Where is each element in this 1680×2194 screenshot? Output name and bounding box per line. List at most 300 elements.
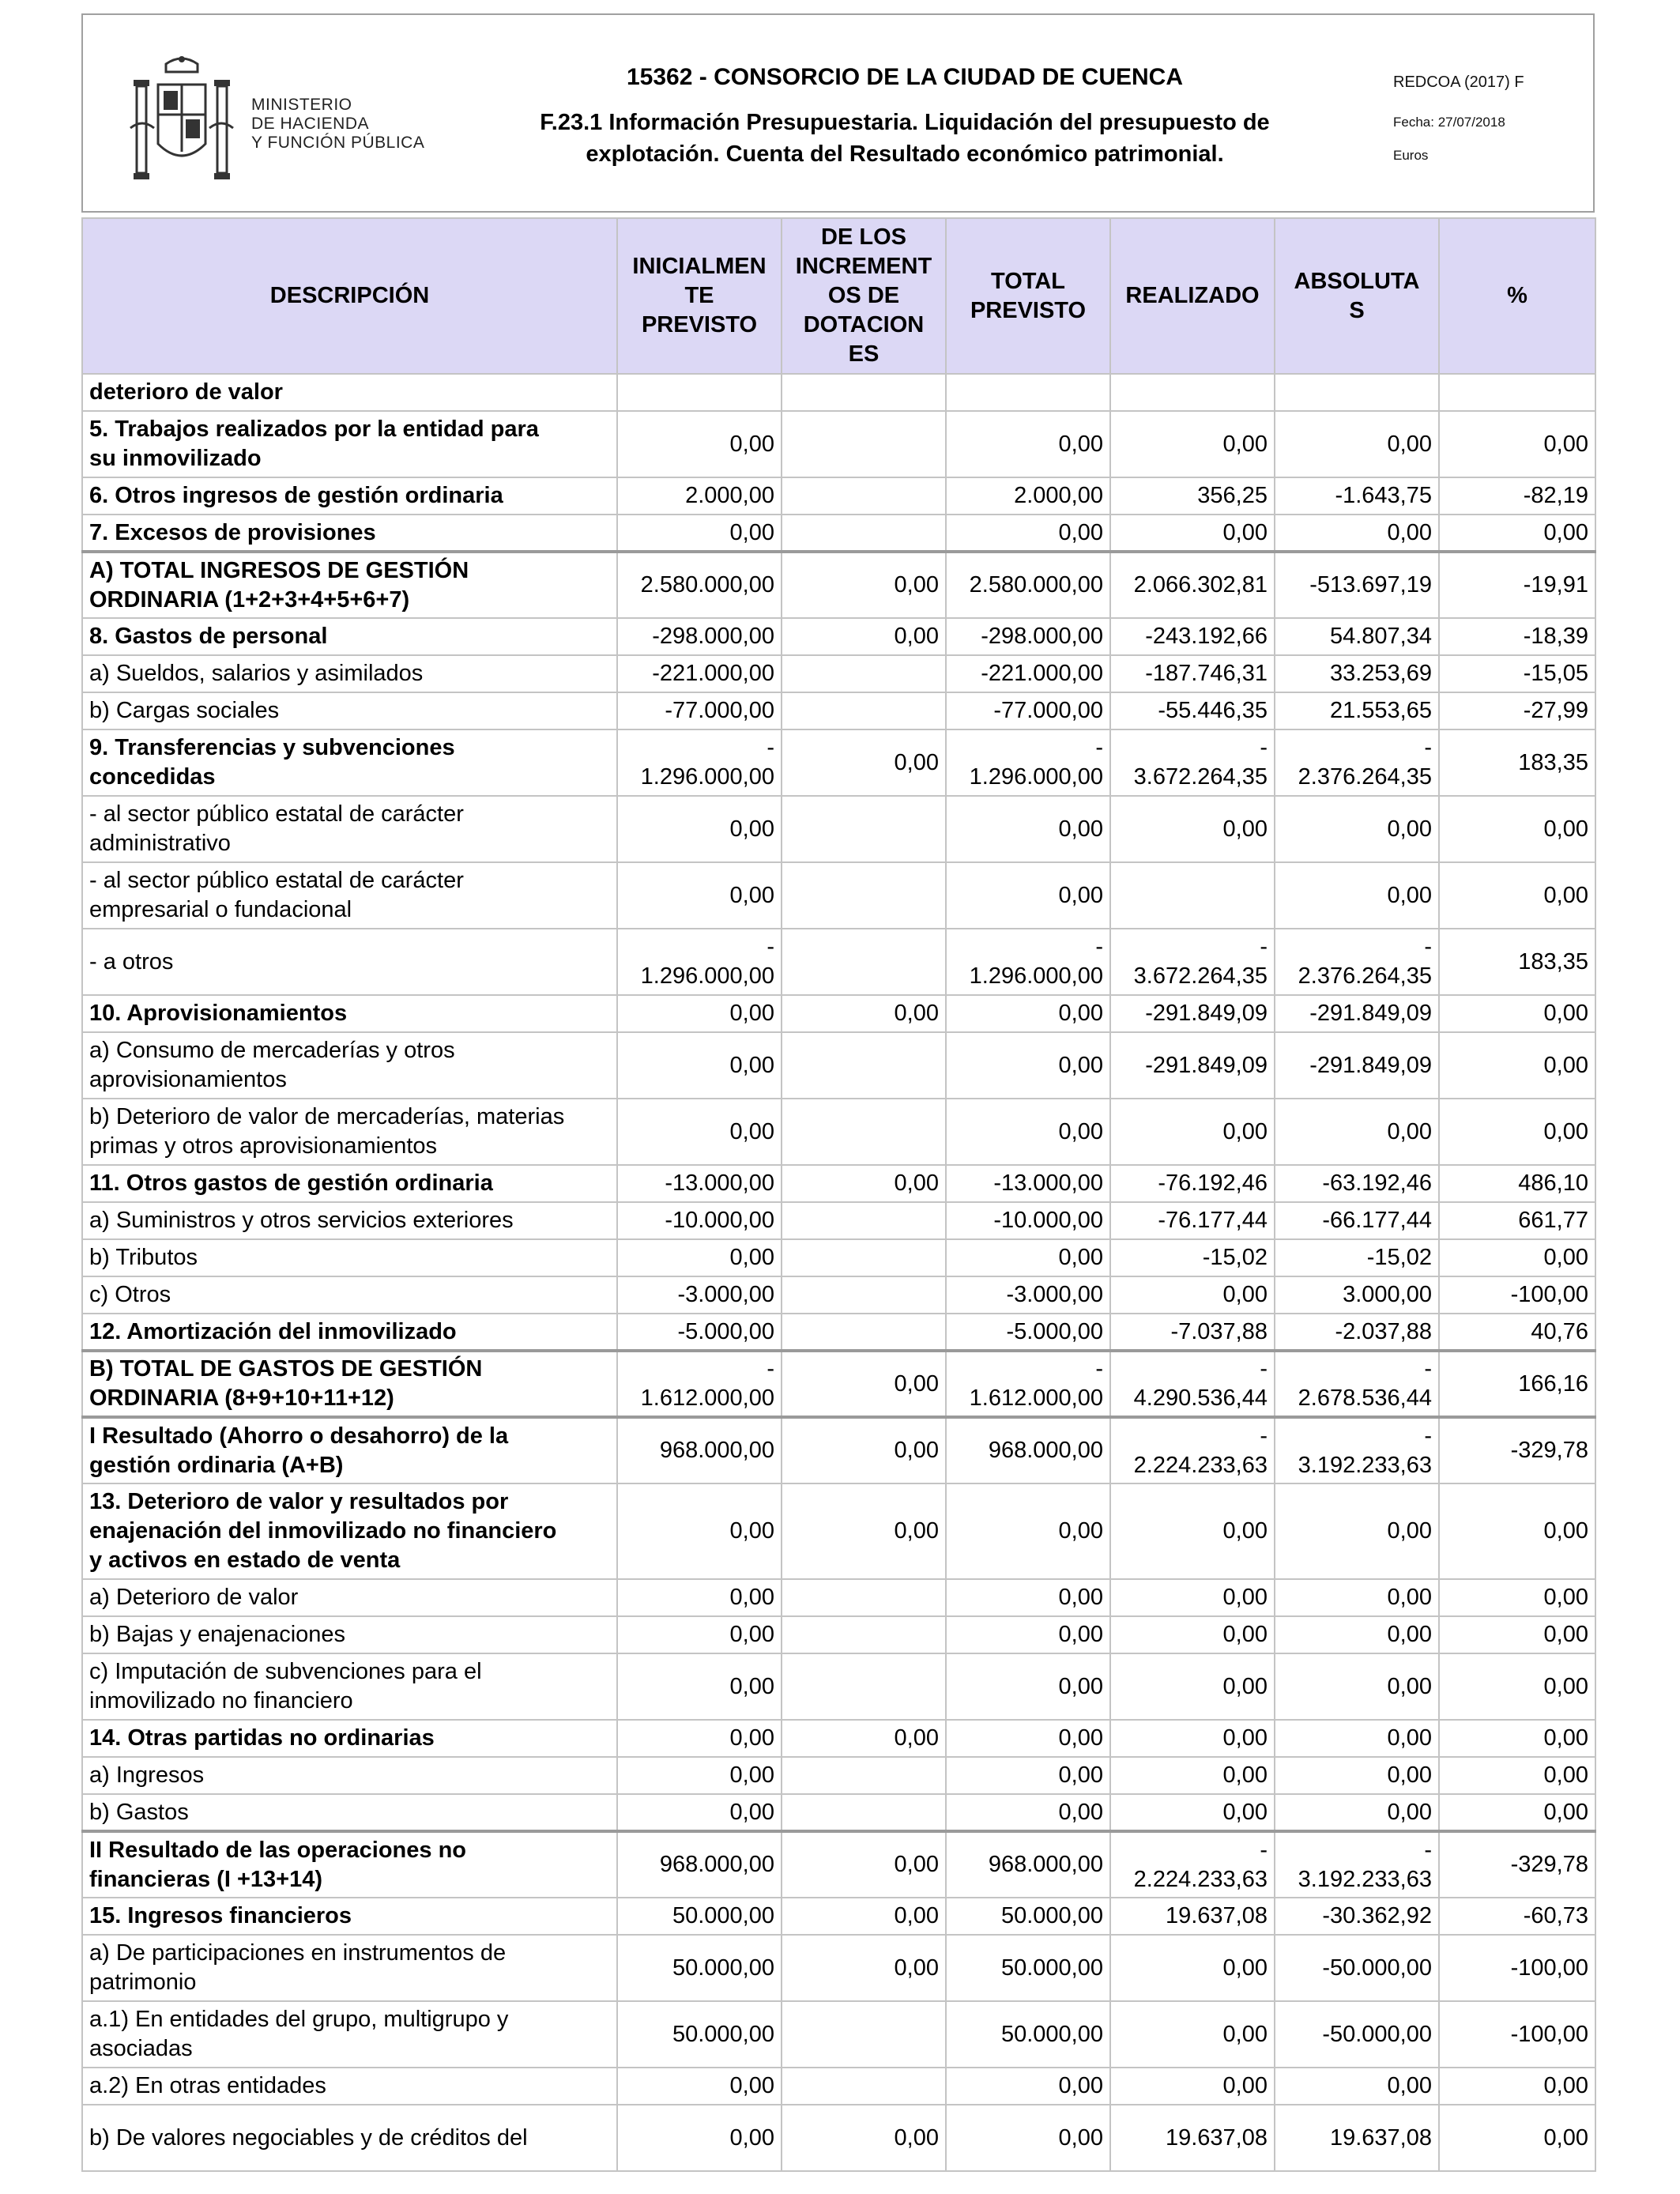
col-absolutas-cell: [1275, 552, 1439, 618]
col-absolutas-cell: [1275, 692, 1439, 729]
cell-value: 0,00: [1058, 431, 1103, 457]
coat-of-arms-icon: [122, 53, 241, 187]
cell-value: 166,16: [1518, 1370, 1588, 1397]
cell-value: -60,73: [1523, 1903, 1588, 1928]
col-absolutas-header: [1275, 218, 1439, 374]
description-line: a) Ingresos: [89, 1762, 205, 1788]
col-absolutas-cell: [1275, 1483, 1439, 1579]
description-line: a) Sueldos, salarios y asimilados: [89, 661, 424, 686]
col-incrementos-dotaciones-cell: [782, 2001, 946, 2068]
cell-value: 661,77: [1518, 1208, 1588, 1233]
cell-value: 0,00: [729, 2073, 774, 2098]
cell-value: 0,00: [1222, 2073, 1268, 2098]
col-incrementos-dotaciones-cell: [782, 1579, 946, 1616]
col-incrementos-dotaciones-cell: [782, 1202, 946, 1239]
col-inicialmente-previsto-cell: [617, 1314, 782, 1351]
col-realizado-cell: [1110, 729, 1275, 796]
description-line: administrativo: [89, 831, 231, 856]
col-descripcion-header: [82, 218, 617, 374]
col-total-previsto-cell: [946, 729, 1110, 796]
cell-value: 3.192.233,63: [1298, 1866, 1432, 1892]
col-total-previsto-cell: [946, 1898, 1110, 1935]
description-line: c) Imputación de subvenciones para el: [89, 1659, 482, 1684]
col-inicialmente-previsto-cell: [617, 1935, 782, 2001]
cell-value: 0,00: [729, 1585, 774, 1610]
col-absolutas-cell: [1275, 1616, 1439, 1653]
description-line: b) Bajas y enajenaciones: [89, 1622, 346, 1647]
col-porcentaje-cell: [1439, 1616, 1595, 1653]
col-realizado-cell: [1110, 552, 1275, 618]
cell-value: 2.000,00: [685, 483, 774, 508]
col-porcentaje-cell: [1439, 477, 1595, 515]
cell-value: 0,00: [729, 1725, 774, 1751]
row-description: [82, 1165, 617, 1202]
col-total-previsto-cell: [946, 2105, 1110, 2171]
col-incrementos-dotaciones-cell: [782, 1239, 946, 1276]
cell-value: 2.224.233,63: [1133, 1866, 1268, 1892]
cell-value: 0,00: [1387, 1762, 1432, 1788]
cell-value: -: [767, 735, 774, 760]
col-inicialmente-previsto-cell: [617, 1032, 782, 1099]
col-total-previsto-cell: [946, 692, 1110, 729]
cell-value: -5.000,00: [677, 1318, 774, 1344]
row-description: [82, 1483, 617, 1579]
cell-value: 1.296.000,00: [969, 963, 1103, 989]
col-porcentaje-cell: [1439, 995, 1595, 1032]
cell-value: -: [1260, 934, 1268, 959]
cell-value: 183,35: [1518, 948, 1588, 974]
description-line: - a otros: [89, 948, 174, 974]
col-absolutas-cell: [1275, 618, 1439, 655]
col-realizado-cell: [1110, 1165, 1275, 1202]
col-porcentaje-cell: [1439, 929, 1595, 995]
col-absolutas-cell: [1275, 796, 1439, 862]
col-realizado-cell: [1110, 618, 1275, 655]
cell-value: 3.672.264,35: [1133, 963, 1268, 989]
cell-value: 0,00: [1222, 1118, 1268, 1144]
cell-value: 486,10: [1518, 1171, 1588, 1196]
cell-value: -: [1424, 934, 1432, 959]
cell-value: 0,00: [1543, 1585, 1588, 1610]
col-realizado-cell: [1110, 1276, 1275, 1314]
col-porcentaje-cell: [1439, 1314, 1595, 1351]
col-total-previsto-cell: [946, 1276, 1110, 1314]
cell-value: 183,35: [1518, 749, 1588, 775]
description-line: b) De valores negociables y de créditos del: [89, 2124, 528, 2151]
col-absolutas-cell: [1275, 1276, 1439, 1314]
col-inicialmente-previsto-cell: [617, 655, 782, 692]
cell-value: -298.000,00: [981, 624, 1103, 649]
col-incrementos-dotaciones-cell: [782, 1831, 946, 1898]
row-description: [82, 1032, 617, 1099]
cell-value: 0,00: [1387, 1673, 1432, 1699]
col-realizado-cell: [1110, 1239, 1275, 1276]
cell-value: 0,00: [1058, 1001, 1103, 1026]
table-row: [82, 2068, 1595, 2105]
cell-value: -221.000,00: [652, 661, 774, 686]
cell-value: -: [1260, 1837, 1268, 1863]
header-line: REALIZADO: [1125, 283, 1260, 308]
col-incrementos-dotaciones-cell: [782, 1165, 946, 1202]
col-total-previsto-cell: [946, 1314, 1110, 1351]
cell-value: -: [1095, 735, 1103, 760]
col-incrementos-dotaciones-cell: [782, 692, 946, 729]
description-line: 7. Excesos de provisiones: [89, 519, 376, 545]
col-porcentaje-cell: [1439, 374, 1595, 411]
description-line: empresarial o fundacional: [89, 897, 352, 922]
cell-value: 0,00: [1058, 519, 1103, 545]
col-inicialmente-previsto-cell: [617, 1616, 782, 1653]
description-line: patrimonio: [89, 1970, 197, 1995]
cell-value: 3.672.264,35: [1133, 764, 1268, 790]
cell-value: 0,00: [1058, 1799, 1103, 1825]
cell-value: 50.000,00: [1000, 1903, 1103, 1928]
cell-value: 0,00: [729, 431, 774, 457]
table-row: [82, 692, 1595, 729]
col-incrementos-dotaciones-cell: [782, 1935, 946, 2001]
col-total-previsto-cell: [946, 796, 1110, 862]
col-total-previsto-cell: [946, 1935, 1110, 2001]
col-incrementos-dotaciones-cell: [782, 1898, 946, 1935]
col-porcentaje-cell: [1439, 2068, 1595, 2105]
cell-value: 0,00: [1222, 1799, 1268, 1825]
table-row: [82, 1794, 1595, 1831]
cell-value: -66.177,44: [1322, 1208, 1432, 1233]
col-inicialmente-previsto-cell: [617, 2068, 782, 2105]
description-line: b) Tributos: [89, 1245, 198, 1270]
row-description: [82, 1898, 617, 1935]
cell-value: 0,00: [1543, 1673, 1588, 1699]
description-line: I Resultado (Ahorro o desahorro) de la: [89, 1423, 509, 1449]
description-line: 13. Deterioro de valor y resultados por: [89, 1489, 509, 1514]
col-realizado-cell: [1110, 1831, 1275, 1898]
row-description: [82, 1314, 617, 1351]
cell-value: -1.643,75: [1335, 483, 1432, 508]
description-line: a.2) En otras entidades: [89, 2073, 326, 2098]
col-realizado-cell: [1110, 692, 1275, 729]
cell-value: 50.000,00: [1000, 1955, 1103, 1981]
col-incrementos-dotaciones-cell: [782, 1417, 946, 1483]
cell-value: -18,39: [1523, 624, 1588, 649]
col-realizado-cell: [1110, 1417, 1275, 1483]
cell-value: 0,00: [1543, 1052, 1588, 1078]
cell-value: -82,19: [1523, 483, 1588, 508]
col-realizado-cell: [1110, 1314, 1275, 1351]
col-realizado-cell: [1110, 1579, 1275, 1616]
col-inicialmente-previsto-cell: [617, 929, 782, 995]
cell-value: 0,00: [1058, 1245, 1103, 1270]
col-realizado-cell: [1110, 796, 1275, 862]
cell-value: 0,00: [1222, 1762, 1268, 1788]
col-porcentaje-cell: [1439, 692, 1595, 729]
col-porcentaje-cell: [1439, 1099, 1595, 1165]
cell-value: -10.000,00: [993, 1208, 1103, 1233]
col-inicialmente-previsto-cell: [617, 1579, 782, 1616]
col-total-previsto-cell: [946, 1099, 1110, 1165]
col-absolutas-cell: [1275, 929, 1439, 995]
description-line: 5. Trabajos realizados por la entidad para: [89, 417, 539, 442]
cell-value: 4.290.536,44: [1133, 1385, 1268, 1411]
table-row: [82, 862, 1595, 929]
cell-value: 0,00: [729, 519, 774, 545]
col-realizado-cell: [1110, 1653, 1275, 1720]
col-porcentaje-cell: [1439, 1032, 1595, 1099]
header-line: DE LOS: [821, 224, 906, 250]
cell-value: 0,00: [729, 882, 774, 908]
cell-value: 0,00: [1543, 1118, 1588, 1144]
row-description: [82, 411, 617, 477]
col-realizado-cell: [1110, 2068, 1275, 2105]
cell-value: -243.192,66: [1145, 624, 1268, 649]
cell-value: 0,00: [1387, 1799, 1432, 1825]
col-realizado-cell: [1110, 1099, 1275, 1165]
cell-value: -100,00: [1510, 1282, 1588, 1307]
cell-value: 0,00: [1543, 2124, 1588, 2151]
col-incrementos-dotaciones-cell: [782, 655, 946, 692]
col-realizado-header: [1110, 218, 1275, 374]
description-line: a) Consumo de mercaderías y otros: [89, 1038, 455, 1063]
description-line: b) Cargas sociales: [89, 698, 280, 723]
col-inicialmente-previsto-cell: [617, 1831, 782, 1898]
row-description: [82, 1099, 617, 1165]
description-line: c) Otros: [89, 1282, 171, 1307]
col-inicialmente-previsto-cell: [617, 1351, 782, 1417]
cell-value: -: [767, 934, 774, 959]
col-incrementos-dotaciones-cell: [782, 1483, 946, 1579]
col-total-previsto-cell: [946, 1794, 1110, 1831]
description-line: su inmovilizado: [89, 446, 262, 471]
description-line: inmovilizado no financiero: [89, 1688, 353, 1713]
cell-value: 0,00: [729, 1762, 774, 1788]
col-total-previsto-cell: [946, 1720, 1110, 1757]
col-porcentaje-cell: [1439, 618, 1595, 655]
description-line: asociadas: [89, 2036, 193, 2061]
col-incrementos-dotaciones-cell: [782, 1032, 946, 1099]
row-description: [82, 1757, 617, 1794]
cell-value: 0,00: [1222, 1518, 1268, 1544]
cell-value: 0,00: [729, 1799, 774, 1825]
col-inicialmente-previsto-cell: [617, 862, 782, 929]
cell-value: 0,00: [1058, 1762, 1103, 1788]
table-row: [82, 1483, 1595, 1579]
col-realizado-cell: [1110, 1616, 1275, 1653]
row-description: [82, 2105, 617, 2171]
col-inicialmente-previsto-cell: [617, 1417, 782, 1483]
description-line: - al sector público estatal de carácter: [89, 868, 464, 893]
col-inicialmente-previsto-cell: [617, 1757, 782, 1794]
table-row: [82, 374, 1595, 411]
col-incrementos-dotaciones-cell: [782, 552, 946, 618]
row-description: [82, 729, 617, 796]
col-realizado-cell: [1110, 1351, 1275, 1417]
cell-value: -5.000,00: [1006, 1318, 1103, 1344]
table-row: [82, 477, 1595, 515]
cell-value: 2.580.000,00: [640, 572, 774, 598]
cell-value: 1.612.000,00: [969, 1385, 1103, 1411]
cell-value: -19,91: [1523, 572, 1588, 598]
description-line: 9. Transferencias y subvenciones: [89, 735, 455, 760]
cell-value: 0,00: [1058, 1518, 1103, 1544]
cell-value: 0,00: [1222, 1955, 1268, 1981]
cell-value: 0,00: [1543, 1762, 1588, 1788]
cell-value: -7.037,88: [1170, 1318, 1268, 1344]
col-porcentaje-cell: [1439, 1202, 1595, 1239]
col-porcentaje-cell: [1439, 515, 1595, 552]
header-line: INCREMENT: [795, 254, 932, 279]
cell-value: 0,00: [894, 1903, 939, 1928]
cell-value: 968.000,00: [659, 1438, 774, 1463]
header-line: INICIALMEN: [632, 254, 767, 279]
cell-value: 0,00: [894, 1852, 939, 1877]
cell-value: -: [1424, 1423, 1432, 1449]
col-total-previsto-cell: [946, 2068, 1110, 2105]
cell-value: -55.446,35: [1158, 698, 1268, 723]
col-total-previsto-cell: [946, 1579, 1110, 1616]
col-incrementos-dotaciones-cell: [782, 1616, 946, 1653]
col-total-previsto-cell: [946, 2001, 1110, 2068]
cell-value: 19.637,08: [1329, 2124, 1432, 2151]
col-realizado-cell: [1110, 1720, 1275, 1757]
col-realizado-cell: [1110, 1483, 1275, 1579]
col-total-previsto-cell: [946, 655, 1110, 692]
col-porcentaje-cell: [1439, 1239, 1595, 1276]
col-realizado-cell: [1110, 374, 1275, 411]
col-porcentaje-cell: [1439, 729, 1595, 796]
description-line: b) Gastos: [89, 1799, 189, 1825]
cell-value: -513.697,19: [1309, 572, 1432, 598]
col-realizado-cell: [1110, 995, 1275, 1032]
cell-value: 0,00: [1222, 1622, 1268, 1647]
cell-value: 0,00: [1387, 1585, 1432, 1610]
cell-value: 0,00: [1222, 519, 1268, 545]
cell-value: 0,00: [1222, 1585, 1268, 1610]
table-row: [82, 618, 1595, 655]
col-porcentaje-cell: [1439, 1417, 1595, 1483]
table-row: [82, 411, 1595, 477]
table-row: [82, 729, 1595, 796]
col-total-previsto-cell: [946, 1032, 1110, 1099]
col-incrementos-dotaciones-cell: [782, 477, 946, 515]
col-total-previsto-cell: [946, 1757, 1110, 1794]
cell-value: 0,00: [1222, 1673, 1268, 1699]
col-absolutas-cell: [1275, 655, 1439, 692]
row-description: [82, 1794, 617, 1831]
col-porcentaje-cell: [1439, 1165, 1595, 1202]
cell-value: 0,00: [1543, 1622, 1588, 1647]
cell-value: 3.000,00: [1343, 1282, 1432, 1307]
table-row: [82, 1239, 1595, 1276]
row-description: [82, 552, 617, 618]
col-total-previsto-cell: [946, 552, 1110, 618]
col-inicialmente-previsto-cell: [617, 374, 782, 411]
col-absolutas-cell: [1275, 374, 1439, 411]
header-line: ABSOLUTA: [1294, 268, 1420, 294]
col-porcentaje-header: [1439, 218, 1595, 374]
cell-value: -76.177,44: [1158, 1208, 1268, 1233]
cell-value: 0,00: [894, 1955, 939, 1981]
report-header: [81, 13, 1595, 213]
table-row: [82, 1165, 1595, 1202]
description-line: deterioro de valor: [89, 379, 283, 405]
cell-value: -: [1095, 934, 1103, 959]
col-absolutas-cell: [1275, 1831, 1439, 1898]
row-description: [82, 1653, 617, 1720]
cell-value: -63.192,46: [1322, 1171, 1432, 1196]
budget-table: [81, 217, 1596, 2172]
row-description: [82, 1239, 617, 1276]
cell-value: -50.000,00: [1322, 2021, 1432, 2047]
col-porcentaje-cell: [1439, 1757, 1595, 1794]
description-line: enajenación del inmovilizado no financiero: [89, 1518, 557, 1544]
cell-value: -15,02: [1366, 1245, 1432, 1270]
row-description: [82, 796, 617, 862]
row-description: [82, 655, 617, 692]
col-incrementos-dotaciones-cell: [782, 929, 946, 995]
cell-value: 0,00: [1543, 1001, 1588, 1026]
row-description: [82, 1202, 617, 1239]
header-line: DESCRIPCIÓN: [269, 283, 430, 308]
table-row: [82, 1653, 1595, 1720]
table-row: [82, 1032, 1595, 1099]
cell-value: 40,76: [1531, 1318, 1588, 1344]
col-absolutas-cell: [1275, 1239, 1439, 1276]
col-realizado-cell: [1110, 1935, 1275, 2001]
row-description: [82, 618, 617, 655]
col-total-previsto-cell: [946, 515, 1110, 552]
cell-value: 0,00: [1387, 2073, 1432, 2098]
col-porcentaje-cell: [1439, 796, 1595, 862]
col-total-previsto-cell: [946, 411, 1110, 477]
report-unit: Euros: [1393, 148, 1429, 163]
description-line: 11. Otros gastos de gestión ordinaria: [89, 1171, 493, 1196]
cell-value: -298.000,00: [652, 624, 774, 649]
cell-value: 50.000,00: [1000, 2021, 1103, 2047]
row-description: [82, 2001, 617, 2068]
cell-value: -: [1424, 1837, 1432, 1863]
col-total-previsto-cell: [946, 1417, 1110, 1483]
row-description: [82, 477, 617, 515]
col-realizado-cell: [1110, 862, 1275, 929]
cell-value: 0,00: [1058, 1622, 1103, 1647]
description-line: y activos en estado de venta: [89, 1547, 401, 1573]
cell-value: 0,00: [1058, 1585, 1103, 1610]
col-realizado-cell: [1110, 929, 1275, 995]
cell-value: -13.000,00: [665, 1171, 774, 1196]
table-row: [82, 995, 1595, 1032]
col-inicialmente-previsto-cell: [617, 1239, 782, 1276]
table-row: [82, 1616, 1595, 1653]
cell-value: -50.000,00: [1322, 1955, 1432, 1981]
cell-value: -13.000,00: [993, 1171, 1103, 1196]
cell-value: 0,00: [729, 1622, 774, 1647]
cell-value: 0,00: [729, 1001, 774, 1026]
cell-value: 0,00: [894, 749, 939, 775]
table-body: [82, 374, 1595, 2171]
cell-value: -100,00: [1510, 2021, 1588, 2047]
cell-value: -2.037,88: [1335, 1318, 1432, 1344]
cell-value: -3.000,00: [1006, 1282, 1103, 1307]
cell-value: 0,00: [1387, 1518, 1432, 1544]
description-line: aprovisionamientos: [89, 1067, 287, 1092]
col-incrementos-dotaciones-cell: [782, 1314, 946, 1351]
col-incrementos-dotaciones-cell: [782, 374, 946, 411]
report-code: REDCOA (2017) F: [1393, 74, 1524, 91]
col-inicialmente-previsto-header: [617, 218, 782, 374]
cell-value: 0,00: [1543, 1518, 1588, 1544]
col-absolutas-cell: [1275, 995, 1439, 1032]
col-total-previsto-cell: [946, 1351, 1110, 1417]
cell-value: 0,00: [1543, 1725, 1588, 1751]
